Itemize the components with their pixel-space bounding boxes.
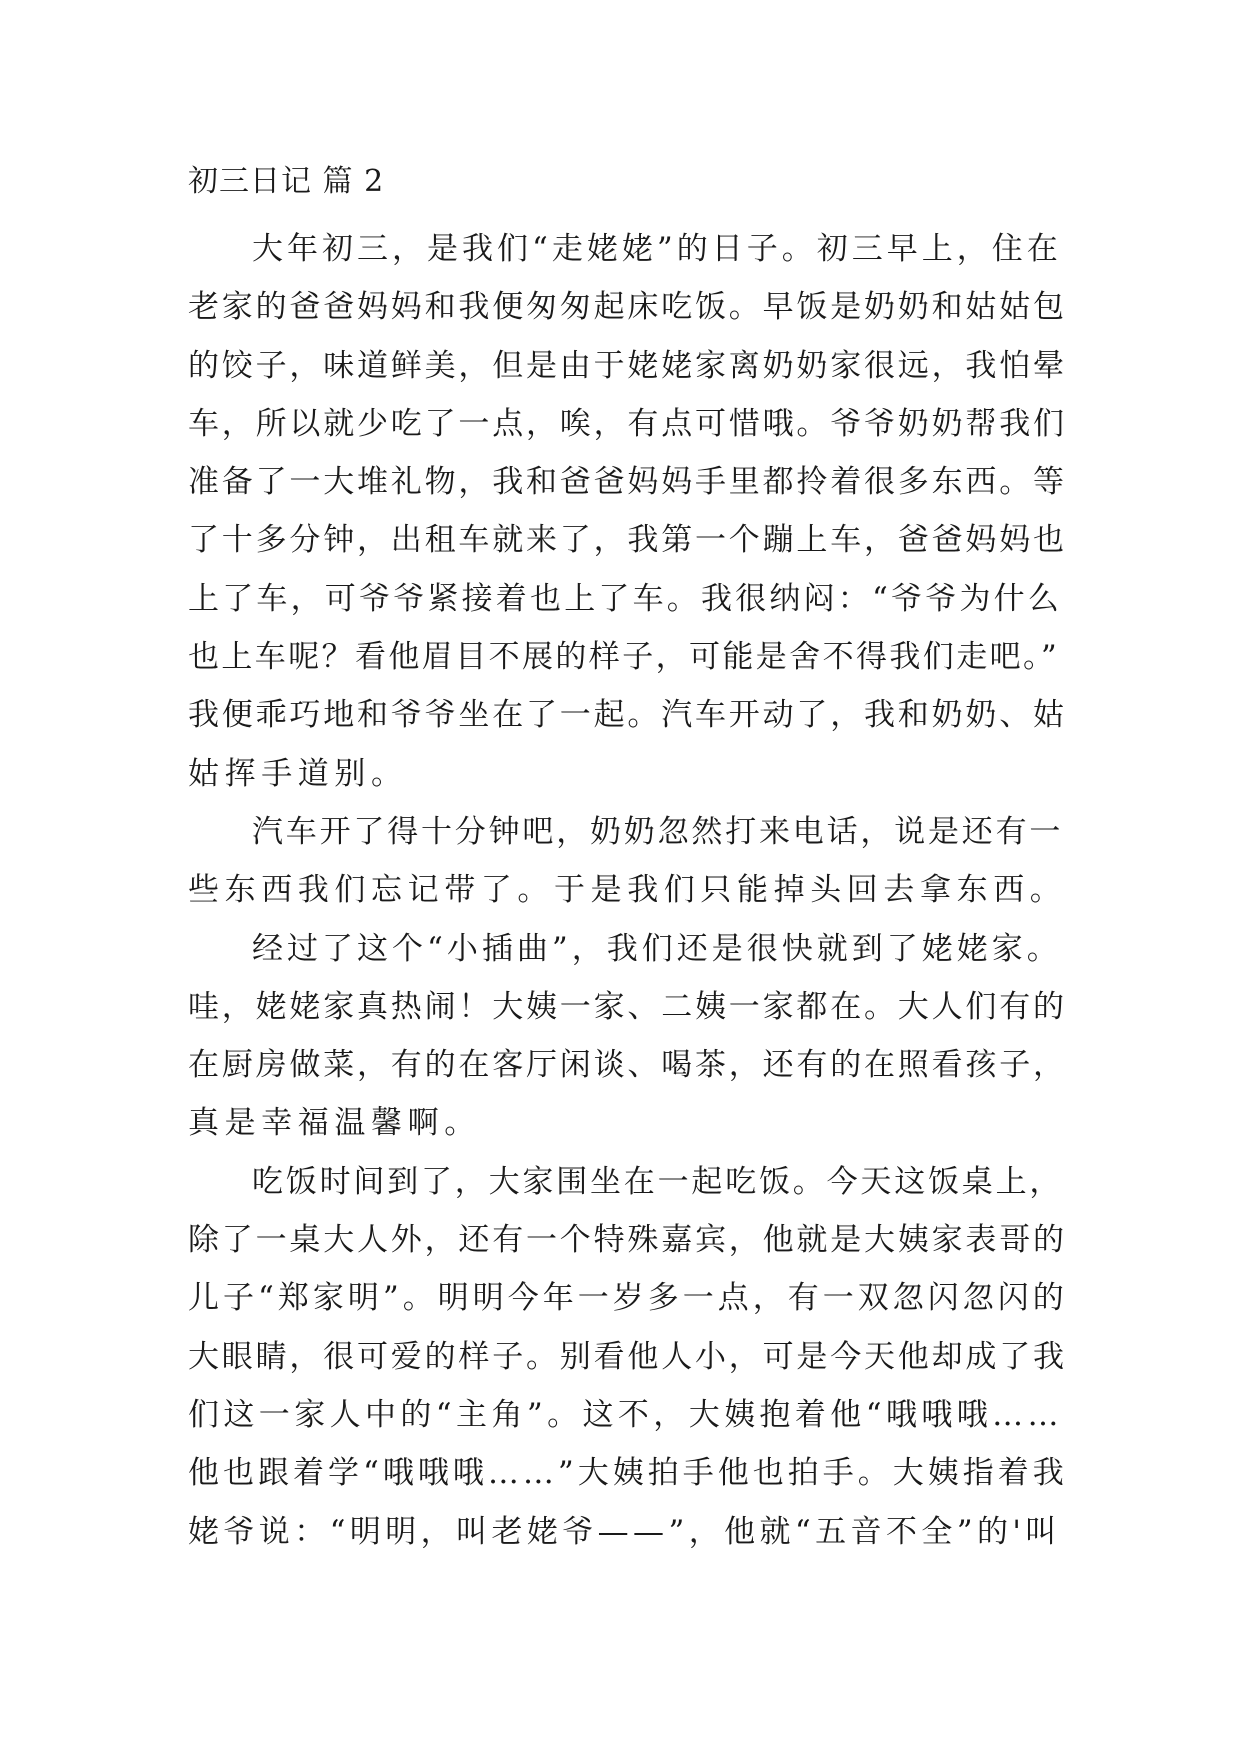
text-line: 在厨房做菜，有的在客厅闲谈、喝茶，还有的在照看孩子， <box>188 1047 1067 1084</box>
text-line: 我便乖巧地和爷爷坐在了一起。汽车开动了，我和奶奶、姑 <box>188 697 1067 734</box>
text-line: 姥爷说：“明明，叫老姥爷——”，他就“五音不全”的'叫 <box>188 1513 1061 1550</box>
text-line: 儿子“郑家明”。明明今年一岁多一点，有一双忽闪忽闪的 <box>188 1280 1068 1317</box>
body-text <box>188 220 1068 1561</box>
text-line: 吃饭时间到了，大家围坐在一起吃饭。今天这饭桌上， <box>252 1163 1064 1200</box>
text-line: 些东西我们忘记带了。于是我们只能掉头回去拿东西。 <box>188 872 1067 909</box>
text-line: 准备了一大堆礼物，我和爸爸妈妈手里都拎着很多东西。等 <box>188 464 1067 501</box>
text-line: 们这一家人中的“主角”。这不，大姨抱着他“哦哦哦…… <box>188 1396 1063 1433</box>
text-line: 了十多分钟，出租车就来了，我第一个蹦上车，爸爸妈妈也 <box>188 522 1067 559</box>
text-line: 也上车呢？看他眉目不展的样子，可能是舍不得我们走吧。” <box>188 639 1060 676</box>
text-line: 汽车开了得十分钟吧，奶奶忽然打来电话，说是还有一 <box>252 813 1064 850</box>
text-line: 大年初三，是我们“走姥姥”的日子。初三早上，住在 <box>252 231 1062 267</box>
text-line: 他也跟着学“哦哦哦……”大姨拍手他也拍手。大姨指着我 <box>188 1455 1068 1492</box>
text-line: 除了一桌大人外，还有一个特殊嘉宾，他就是大姨家表哥的 <box>188 1222 1067 1259</box>
text-line: 大眼睛，很可爱的样子。别看他人小，可是今天他却成了我 <box>188 1338 1067 1375</box>
text-line: 真是幸福温馨啊。 <box>188 1105 481 1142</box>
text-line: 哇，姥姥家真热闹！大姨一家、二姨一家都在。大人们有的 <box>188 988 1067 1025</box>
text-line: 姑挥手道别。 <box>188 755 408 792</box>
text-line: 经过了这个“小插曲”，我们还是很快就到了姥姥家。 <box>252 930 1062 967</box>
text-line: 老家的爸爸妈妈和我便匆匆起床吃饭。早饭是奶奶和姑姑包 <box>188 289 1067 326</box>
text-line: 上了车，可爷爷紧接着也上了车。我很纳闷：“爷爷为什么 <box>188 580 1063 617</box>
page-title: 初三日记 篇 2 <box>188 164 385 199</box>
text-line: 的饺子，味道鲜美，但是由于姥姥家离奶奶家很远，我怕晕 <box>188 347 1067 384</box>
text-line: 车，所以就少吃了一点，唉，有点可惜哦。爷爷奶奶帮我们 <box>188 405 1067 442</box>
